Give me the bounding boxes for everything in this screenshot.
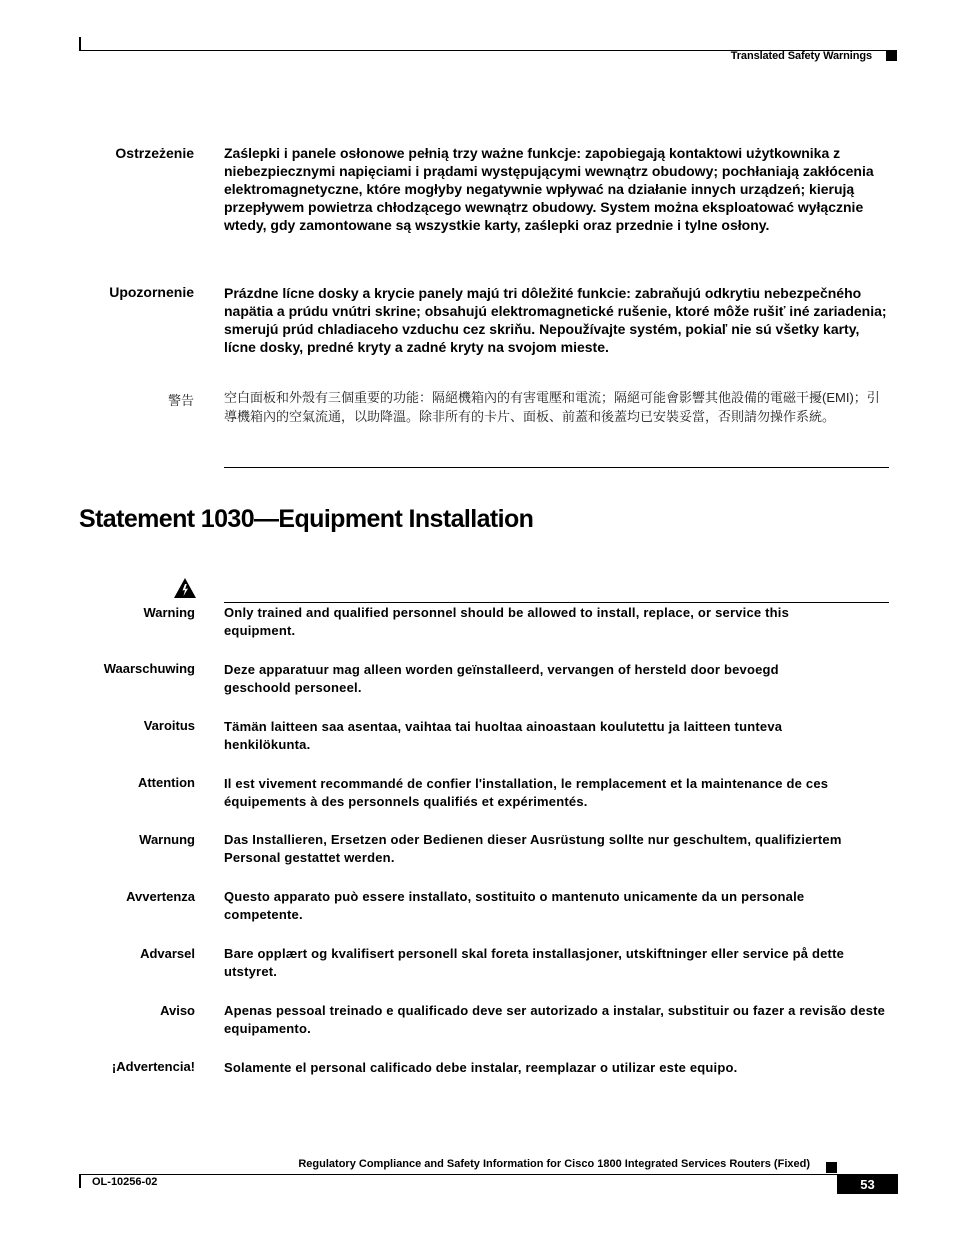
footer-marker-block: [826, 1162, 837, 1173]
label-chinese: 警告: [167, 393, 194, 408]
warning-label-finnish: Varoitus: [143, 718, 195, 733]
warning-text-dutch: Deze apparatuur mag alleen worden geïnstalleerd, vervangen of hersteld door bevoegd geschoold personeel.: [224, 662, 779, 695]
warning-text-german: Das Installieren, Ersetzen oder Bedienen dieser Ausrüstung sollte nur geschultem, qualifiziertem Personal gestattet werden.: [224, 832, 842, 865]
text-polish: Zaślepki i panele osłonowe pełnią trzy ważne funkcje: zapobiegają kontaktowi użytkownika z niebezpiecznymi napięciami i prądami występującymi wewnątrz obudowy; pochłaniają zakłócenia elektromagnetyczne, które mogłyby negatywnie wpływać na działanie innych urządzeń; kierują przepływem powietrza chłodzącego wewnątrz obudowy. System można eksploatować wyłącznie wtedy, gdy zamontowane są wszystkie karty, zaślepki oraz przednie i tylne osłony.: [224, 145, 874, 233]
header-tick: [79, 37, 81, 50]
warning-label-norwegian: Advarsel: [140, 946, 195, 961]
header-section-title: Translated Safety Warnings: [730, 50, 872, 62]
statement-heading: Statement 1030—Equipment Installation: [79, 505, 534, 533]
footer-tick: [79, 1174, 81, 1188]
warning-text-norwegian: Bare opplært og kvalifisert personell skal foreta installasjoner, utskiftninger eller service på dette utstyret.: [224, 946, 845, 979]
warning-text-portuguese: Apenas pessoal treinado e qualificado deve ser autorizado a instalar, substituir ou fazer a revisão deste equipamento.: [224, 1003, 886, 1036]
text-chinese: 空白面板和外殼有三個重要的功能：隔絕機箱內的有害電壓和電流；隔絕可能會影響其他設備的電磁干擾(EMI)；引導機箱內的空氣流通，以助降溫。除非所有的卡片、面板、前蓋和後蓋均已安裝妥當，否則請勿操作系統。: [224, 390, 880, 424]
warning-triangle-icon: [174, 578, 196, 598]
footer-doc-number: OL-10256-02: [92, 1176, 158, 1188]
warning-label-portuguese: Aviso: [160, 1003, 195, 1018]
footer-rule: [79, 1174, 837, 1175]
warning-text-english: Only trained and qualified personnel should be allowed to install, replace, or service this equipment.: [224, 605, 790, 638]
label-polish: Ostrzeżenie: [115, 145, 194, 161]
header-marker-block: [886, 50, 897, 61]
page-number: 53: [837, 1174, 898, 1194]
warning-label-dutch: Waarschuwing: [103, 661, 195, 676]
warning-text-italian: Questo apparato può essere installato, sostituito o mantenuto unicamente da un personale competente.: [224, 889, 805, 922]
label-slovak: Upozornenie: [109, 284, 194, 300]
warning-text-french: Il est vivement recommandé de confier l'installation, le remplacement et la maintenance de ces équipements à des personnels qualifiés et expérimentés.: [224, 776, 829, 809]
section-separator: [224, 467, 889, 468]
warning-label-german: Warnung: [139, 832, 195, 847]
warning-label-spanish: ¡Advertencia!: [111, 1059, 195, 1074]
warning-label-english: Warning: [143, 605, 195, 620]
footer-doc-title: Regulatory Compliance and Safety Information for Cisco 1800 Integrated Services Routers (Fixed): [298, 1158, 810, 1170]
warning-text-finnish: Tämän laitteen saa asentaa, vaihtaa tai huoltaa ainoastaan koulutettu ja laitteen tunteva henkilökunta.: [224, 719, 783, 752]
warning-rule: [224, 602, 889, 603]
warning-text-spanish: Solamente el personal calificado debe instalar, reemplazar o utilizar este equipo.: [224, 1060, 738, 1075]
text-slovak: Prázdne lícne dosky a krycie panely majú tri dôležité funkcie: zabraňujú odkrytiu nebezpečného napätia a prúdu vnútri skrine; obsahujú elektromagnetické rušenie, ktoré môže rušiť iné zariadenia; smerujú prúd chladiaceho vzduchu cez skriňu. Nepoužívajte systém, pokiaľ nie sú všetky karty, lícne dosky, predné kryty a zadné kryty na svojom mieste.: [224, 285, 887, 355]
warning-label-french: Attention: [137, 775, 195, 790]
warning-label-italian: Avvertenza: [126, 889, 195, 904]
